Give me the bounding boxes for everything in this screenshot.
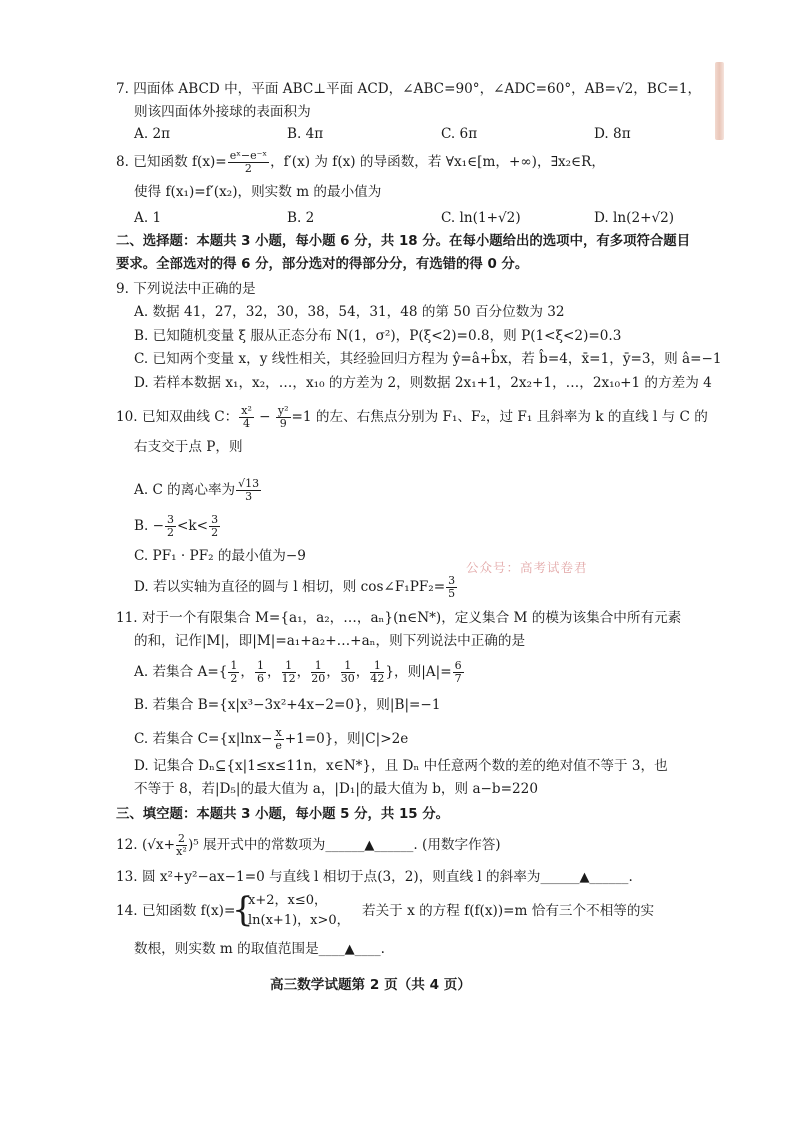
q10-option-c: C. PF₁ · PF₂ 的最小值为−9 bbox=[134, 548, 306, 564]
q14-tail: . bbox=[380, 941, 385, 957]
q10-stem-line2: 右支交于点 P，则 bbox=[134, 439, 243, 455]
q11-option-b: B. 若集合 B={x|x³−3x²+4x−2=0}，则|B|=−1 bbox=[134, 697, 441, 713]
page-footer: 高三数学试题第 2 页（共 4 页） bbox=[270, 977, 471, 993]
q11-option-a-comma: ， bbox=[355, 664, 370, 680]
section2-heading-line2: 要求。全部选对的得 6 分，部分选对的得部分分，有选错的得 0 分。 bbox=[116, 257, 529, 272]
q11-option-a-comma: ， bbox=[267, 664, 281, 680]
q11-option-a-fraction-den: 30 bbox=[340, 672, 355, 685]
q10-option-b-den1: 2 bbox=[167, 526, 175, 539]
q10-pre: 10. 已知双曲线 C： bbox=[116, 409, 239, 425]
q10-frac-y bbox=[276, 405, 291, 430]
q11-option-a-comma: ， bbox=[326, 664, 340, 680]
q8-option-c: C. ln(1+√2) bbox=[441, 210, 521, 226]
q8-stem-line2: 使得 f(x₁)=f′(x₂)，则实数 m 的最小值为 bbox=[134, 184, 382, 200]
q13-stem bbox=[116, 868, 633, 887]
q11-option-a bbox=[134, 660, 465, 685]
q8-option-b: B. 2 bbox=[287, 210, 315, 226]
q11-option-a-comma: ， bbox=[296, 664, 311, 680]
q11-option-d-line1: D. 记集合 Dₙ⊆{x|1≤x≤11n，x∈N*}，且 Dₙ 中任意两个数的差的绝对值不等于 3，也 bbox=[134, 758, 668, 774]
q10-option-b-mid: <k< bbox=[177, 518, 209, 534]
q11-option-c-pre: C. 若集合 C={x|lnx− bbox=[134, 731, 273, 747]
q7-stem-line2: 则该四面体外接球的表面积为 bbox=[134, 104, 311, 120]
q14-case2: ln(x+1)，x>0， bbox=[248, 913, 350, 928]
q11-stem-line1: 11. 对于一个有限集合 M={a₁，a₂，…，aₙ}(n∈N*)，定义集合 M 的模为该集合中所有元素 bbox=[116, 610, 682, 626]
q10-option-a-text: A. C 的离心率为 bbox=[134, 482, 236, 498]
q11-option-a-fraction-den: 42 bbox=[370, 672, 385, 685]
q9-option-a: A. 数据 41，27，32，30，38，54，31，48 的第 50 百分位数为 32 bbox=[134, 304, 565, 320]
q11-option-a-fraction-num: 1 bbox=[370, 660, 384, 673]
watermark: 公众号：高考试卷君 bbox=[466, 560, 588, 575]
q7-option-a: A. 2π bbox=[134, 126, 171, 142]
q13-answer-blank: ______▲______ bbox=[540, 870, 629, 885]
q10-option-b bbox=[134, 514, 221, 539]
q12-pre: 12. (√x+ bbox=[116, 837, 175, 853]
section2-heading-line1: 二、选择题：本题共 3 小题，每小题 6 分，共 18 分。在每小题给出的选项中，有多项符合题目 bbox=[116, 234, 691, 249]
q11-option-a-fraction-den: 20 bbox=[311, 672, 326, 685]
q9-option-c: C. 已知两个变量 x，y 线性相关，其经验回归方程为 ŷ=â+b̂x，若 b̂=4，x̄=1，ȳ=3，则 â=−1 bbox=[134, 351, 722, 367]
q11-option-a-result-den: 7 bbox=[454, 672, 462, 685]
q8-post: ，f′(x) 为 f(x) 的导函数，若 ∀x₁∈[m，+∞)，∃x₂∈R， bbox=[270, 154, 605, 170]
q11-option-a-fraction-num: 1 bbox=[230, 659, 238, 672]
q14-brace: { bbox=[232, 890, 254, 930]
q9-option-d: D. 若样本数据 x₁，x₂，…，x₁₀ 的方差为 2，则数据 2x₁+1，2x₂+1，…，2x₁₀+1 的方差为 4 bbox=[134, 375, 712, 391]
q8-fraction bbox=[228, 150, 269, 175]
q10-frac-y-num: y² bbox=[277, 404, 289, 417]
q10-frac-x bbox=[239, 405, 254, 430]
q10-post: =1 的左、右焦点分别为 F₁、F₂，过 F₁ 且斜率为 k 的直线 l 与 C 的 bbox=[291, 409, 708, 425]
q8-pre: 8. 已知函数 f(x)= bbox=[116, 154, 227, 170]
q11-option-c-frac bbox=[274, 727, 284, 752]
q10-option-b-frac1 bbox=[165, 514, 176, 539]
q12-post: )⁵ 展开式中的常数项为 bbox=[187, 837, 326, 853]
q10-option-b-frac2 bbox=[209, 514, 220, 539]
page-edge-stain bbox=[715, 62, 724, 140]
q11-option-c-post: +1=0}，则|C|>2e bbox=[284, 731, 409, 747]
q11-option-a-fraction bbox=[341, 660, 355, 685]
q14-answer-blank: ____▲____ bbox=[318, 942, 381, 957]
q8-stem-line1 bbox=[116, 150, 605, 175]
q11-option-a-fraction-den: 2 bbox=[230, 672, 238, 685]
q11-option-a-fraction bbox=[282, 660, 296, 685]
q10-option-d-text: D. 若以实轴为直径的圆与 l 相切，则 cos∠F₁PF₂= bbox=[134, 579, 446, 595]
q13-tail: . bbox=[628, 869, 633, 885]
q10-option-b-num1: 3 bbox=[167, 513, 175, 526]
q10-option-d-den: 5 bbox=[448, 587, 456, 600]
q9-option-b: B. 已知随机变量 ξ 服从正态分布 N(1，σ²)，P(ξ<2)=0.8，则 P(1<ξ<2)=0.3 bbox=[134, 328, 622, 344]
q10-option-d-num: 3 bbox=[448, 574, 456, 587]
q10-option-b-den2: 2 bbox=[211, 526, 219, 539]
q11-option-c bbox=[134, 727, 408, 752]
q14-stem-pre: 14. 已知函数 f(x)= bbox=[116, 903, 236, 919]
q10-option-a bbox=[134, 478, 262, 503]
q14-case1: x+2，x≤0， bbox=[248, 893, 327, 908]
q12-tail: . (用数字作答) bbox=[413, 837, 501, 853]
q9-stem: 9. 下列说法中正确的是 bbox=[116, 281, 256, 297]
q8-option-d: D. ln(2+√2) bbox=[594, 210, 675, 226]
q11-option-a-fraction bbox=[228, 660, 239, 685]
q11-option-a-result-num: 6 bbox=[454, 659, 462, 672]
q10-option-a-num: √13 bbox=[238, 477, 260, 490]
q12-frac-num: 2 bbox=[177, 832, 185, 845]
q8-fraction-num: eˣ−e⁻ˣ bbox=[229, 149, 268, 162]
q11-option-c-num: x bbox=[275, 726, 282, 739]
q11-option-a-fractions bbox=[227, 659, 385, 685]
q7-option-b: B. 4π bbox=[287, 126, 324, 142]
q7-option-d: D. 8π bbox=[594, 126, 631, 142]
q11-option-a-fraction-den: 6 bbox=[257, 672, 265, 685]
q8-fraction-den: 2 bbox=[244, 162, 252, 175]
q10-frac-x-den: 4 bbox=[243, 417, 251, 430]
q7-stem-line1: 7. 四面体 ABCD 中，平面 ABC⊥平面 ACD，∠ABC=90°，∠ADC=60°，AB=√2，BC=1， bbox=[116, 81, 702, 97]
q12-answer-blank: ______▲______ bbox=[325, 838, 414, 853]
q11-option-a-fraction-num: 1 bbox=[282, 660, 296, 673]
q14-line2-text: 数根，则实数 m 的取值范围是 bbox=[134, 941, 319, 957]
q11-option-a-post: }，则|A|= bbox=[385, 664, 452, 680]
q11-option-a-fraction-num: 1 bbox=[341, 660, 355, 673]
q11-option-c-den: e bbox=[275, 739, 282, 752]
q11-option-a-fraction bbox=[311, 660, 325, 685]
q12-frac bbox=[176, 833, 187, 858]
q14-stem-post: 若关于 x 的方程 f(f(x))=m 恰有三个不相等的实 bbox=[362, 903, 655, 919]
q12-stem bbox=[116, 833, 501, 858]
q11-option-d-line2: 不等于 8，若|D₅|的最大值为 a，|D₁|的最大值为 b，则 a−b=220 bbox=[134, 781, 538, 797]
q11-option-a-pre: A. 若集合 A={ bbox=[134, 664, 228, 680]
q10-option-d-frac bbox=[446, 575, 457, 600]
q10-option-a-frac bbox=[236, 478, 261, 503]
q12-frac-den: x² bbox=[176, 845, 187, 858]
q8-option-a: A. 1 bbox=[134, 210, 162, 226]
q10-stem-line1 bbox=[116, 405, 708, 430]
q11-option-a-fraction-num: 1 bbox=[311, 660, 325, 673]
q11-option-a-fraction bbox=[370, 660, 384, 685]
q11-option-a-result bbox=[453, 660, 464, 685]
q13-text: 13. 圆 x²+y²−ax−1=0 与直线 l 相切于点(3，2)，则直线 l 的斜率为 bbox=[116, 869, 541, 885]
q7-option-c: C. 6π bbox=[441, 126, 478, 142]
q10-option-d bbox=[134, 575, 458, 600]
q10-option-a-den: 3 bbox=[245, 490, 253, 503]
section3-heading: 三、填空题：本题共 3 小题，每小题 5 分，共 15 分。 bbox=[116, 807, 450, 822]
q10-frac-x-num: x² bbox=[241, 404, 252, 417]
q11-option-a-fraction-den: 12 bbox=[281, 672, 296, 685]
q10-option-b-pre: B. − bbox=[134, 518, 165, 534]
q10-option-b-num2: 3 bbox=[211, 513, 219, 526]
q14-stem-line2 bbox=[134, 940, 385, 959]
q10-minus: − bbox=[254, 409, 275, 425]
q10-frac-y-den: 9 bbox=[279, 417, 287, 430]
q11-stem-line2: 的和，记作|M|，即|M|=a₁+a₂+…+aₙ，则下列说法中正确的是 bbox=[134, 633, 526, 649]
q11-option-a-fraction-num: 1 bbox=[257, 659, 265, 672]
q11-option-a-comma: ， bbox=[240, 664, 255, 680]
q11-option-a-fraction bbox=[255, 660, 266, 685]
